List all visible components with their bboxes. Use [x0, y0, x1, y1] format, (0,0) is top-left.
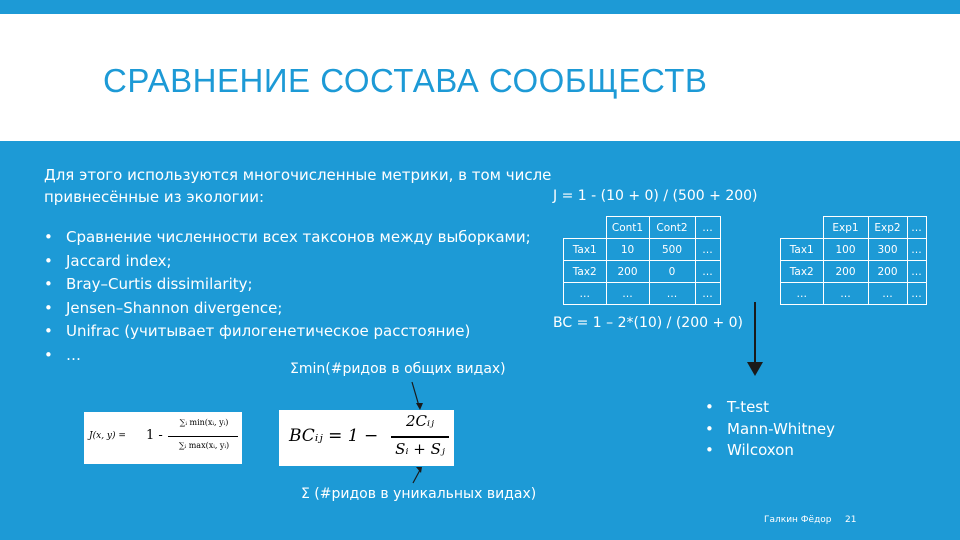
bc-denominator: Sᵢ + Sⱼ — [395, 440, 445, 458]
table-cell: … — [649, 283, 695, 305]
table-cell: … — [907, 283, 926, 305]
test-name: T-test — [727, 398, 770, 416]
row-header: Tax2 — [564, 261, 607, 283]
table-cell: … — [695, 283, 720, 305]
pointer-line-top — [412, 382, 419, 406]
row-header: Tax1 — [564, 239, 607, 261]
table-cell: 0 — [649, 261, 695, 283]
bc-numerator: 2Cᵢⱼ — [405, 412, 434, 430]
table-cell: 10 — [606, 239, 649, 261]
intro-line-2: привнесённые из экологии: — [44, 188, 265, 206]
bullet-marker: • — [705, 419, 714, 438]
table-cell: … — [868, 283, 907, 305]
column-header: Cont1 — [606, 217, 649, 239]
bullet-text: Bray–Curtis dissimilarity; — [66, 275, 253, 294]
column-header: Exp2 — [868, 217, 907, 239]
pointer-line-bottom — [413, 470, 420, 483]
bc-lhs: BCᵢⱼ = 1 − — [289, 426, 379, 446]
list-item — [705, 419, 835, 441]
slide-title: СРАВНЕНИЕ СОСТАВА СООБЩЕСТВ — [103, 62, 708, 99]
pointer-arrowhead-top — [416, 403, 423, 410]
bullet-marker: • — [44, 298, 53, 317]
row-header: … — [564, 283, 607, 305]
bullet-marker: • — [44, 228, 53, 246]
table-cell: … — [695, 261, 720, 283]
bullet-marker: • — [705, 441, 714, 459]
bullet-marker: • — [44, 275, 53, 294]
author-name: Галкин Фёдор — [764, 515, 832, 525]
column-header: … — [695, 217, 720, 239]
bullet-text: Сравнение численности всех таксонов между выборками; — [66, 228, 531, 246]
table-cell: 500 — [649, 239, 695, 261]
table-cell: 300 — [868, 239, 907, 261]
intro-line-1: Для этого используются многочисленные метрики, в том числе — [44, 166, 552, 184]
table-cell: 200 — [868, 261, 907, 283]
column-header: … — [907, 217, 926, 239]
row-header: Tax1 — [781, 239, 824, 261]
bullet-text: Unifrac (учитывает филогенетическое расстояние) — [66, 322, 471, 341]
row-header: … — [781, 283, 824, 305]
test-name: Wilcoxon — [727, 441, 794, 459]
jaccard-one: 1 - — [146, 428, 163, 443]
list-item — [705, 440, 835, 462]
list-item — [705, 397, 835, 419]
bullet-text: … — [66, 345, 81, 364]
jaccard-denominator: ∑ᵢ max(xᵢ, yᵢ) — [178, 441, 230, 450]
test-name: Mann-Whitney — [727, 419, 835, 438]
column-header: Exp1 — [823, 217, 868, 239]
table-cell: … — [907, 261, 926, 283]
table-cell: 200 — [823, 261, 868, 283]
table-cell: 100 — [823, 239, 868, 261]
jaccard-lhs: J(x, y) = — [89, 431, 126, 441]
sum-unique-label: Σ (#ридов в уникальных видах) — [301, 486, 537, 502]
sum-min-label: Σmin(#ридов в общих видах) — [290, 361, 506, 377]
table-cell: … — [907, 239, 926, 261]
bullet-marker: • — [44, 345, 53, 364]
table-cell: … — [695, 239, 720, 261]
table-cell: … — [823, 283, 868, 305]
bullet-marker: • — [705, 398, 714, 416]
jaccard-example: J = 1 - (10 + 0) / (500 + 200) — [553, 188, 758, 204]
column-header: Cont2 — [649, 217, 695, 239]
bullet-marker: • — [44, 251, 53, 270]
row-header: Tax2 — [781, 261, 824, 283]
table-cell: 200 — [606, 261, 649, 283]
bc-example: BC = 1 – 2*(10) / (200 + 0) — [553, 315, 744, 331]
bullet-text: Jaccard index; — [66, 251, 172, 270]
table-cell: … — [606, 283, 649, 305]
page-number: 21 — [845, 515, 857, 525]
bullet-marker: • — [44, 322, 53, 341]
tests-list — [705, 397, 835, 462]
bullet-text: Jensen–Shannon divergence; — [66, 298, 283, 317]
jaccard-numerator: ∑ᵢ min(xᵢ, yᵢ) — [179, 418, 229, 427]
